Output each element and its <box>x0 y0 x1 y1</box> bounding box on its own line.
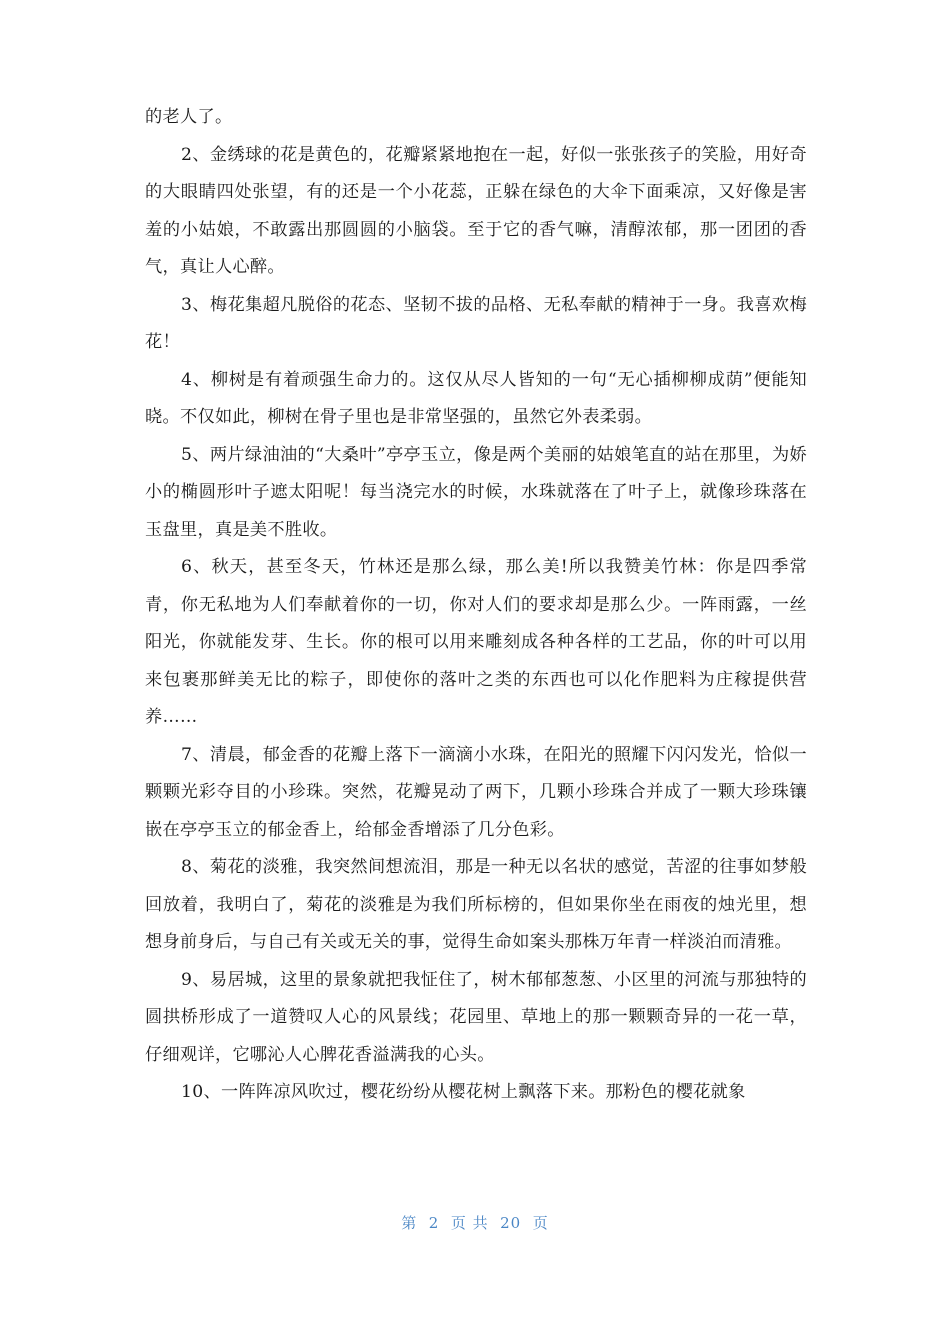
paragraph-item-8: 8、菊花的淡雅，我突然间想流泪，那是一种无以名状的感觉，苦涩的往事如梦般回放着，我明白了，菊花的淡雅是为我们所标榜的，但如果你坐在雨夜的烛光里，想想身前身后，与自己有关或无关的事，觉得生命如案头那株万年青一样淡泊而清雅。 <box>145 857 807 952</box>
paragraph-continuation: 的老人了。 <box>145 107 233 127</box>
paragraph-item-7: 7、清晨，郁金香的花瓣上落下一滴滴小水珠，在阳光的照耀下闪闪发光，恰似一颗颗光彩夺目的小珍珠。突然，花瓣晃动了两下，几颗小珍珠合并成了一颗大珍珠镶嵌在亭亭玉立的郁金香上，给郁金香增添了几分色彩。 <box>145 744 807 840</box>
paragraph-item-9: 9、易居城，这里的景象就把我怔住了，树木郁郁葱葱、小区里的河流与那独特的圆拱桥形成了一道赞叹人心的风景线；花园里、草地上的那一颗颗奇异的一花一草，仔细观详，它哪沁人心脾花香溢满我的心头。 <box>145 969 807 1065</box>
paragraph-item-6: 6、秋天，甚至冬天，竹林还是那么绿，那么美!所以我赞美竹林：你是四季常青，你无私地为人们奉献着你的一切，你对人们的要求却是那么少。一阵雨露，一丝阳光，你就能发芽、生长。你的根可以用来雕刻成各种各样的工艺品，你的叶可以用来包裹那鲜美无比的粽子，即使你的落叶之类的东西也可以化作肥料为庄稼提供营养…… <box>145 557 807 727</box>
paragraph-item-2: 2、金绣球的花是黄色的，花瓣紧紧地抱在一起，好似一张张孩子的笑脸，用好奇的大眼睛四处张望，有的还是一个小花蕊，正躲在绿色的大伞下面乘凉，又好像是害羞的小姑娘，不敢露出那圆圆的小脑袋。至于它的香气嘛，清醇浓郁，那一团团的香气，真让人心醉。 <box>145 144 807 277</box>
page-number-footer: 第 2 页 共 20 页 <box>401 1214 549 1232</box>
paragraph-item-3: 3、梅花集超凡脱俗的花态、坚韧不拔的品格、无私奉献的精神于一身。我喜欢梅花！ <box>145 294 807 352</box>
paragraph-item-10: 10、一阵阵凉风吹过，樱花纷纷从樱花树上飘落下来。那粉色的樱花就象 <box>181 1082 746 1102</box>
document-body <box>145 99 807 1112</box>
paragraph-item-5: 5、两片绿油油的“大桑叶”亭亭玉立，像是两个美丽的姑娘笔直的站在那里，为娇小的椭圆形叶子遮太阳呢！每当浇完水的时候，水珠就落在了叶子上，就像珍珠落在玉盘里，真是美不胜收。 <box>145 444 807 540</box>
paragraph-item-4: 4、柳树是有着顽强生命力的。这仅从尽人皆知的一句“无心插柳柳成荫”便能知晓。不仅如此，柳树在骨子里也是非常坚强的，虽然它外表柔弱。 <box>145 369 807 427</box>
